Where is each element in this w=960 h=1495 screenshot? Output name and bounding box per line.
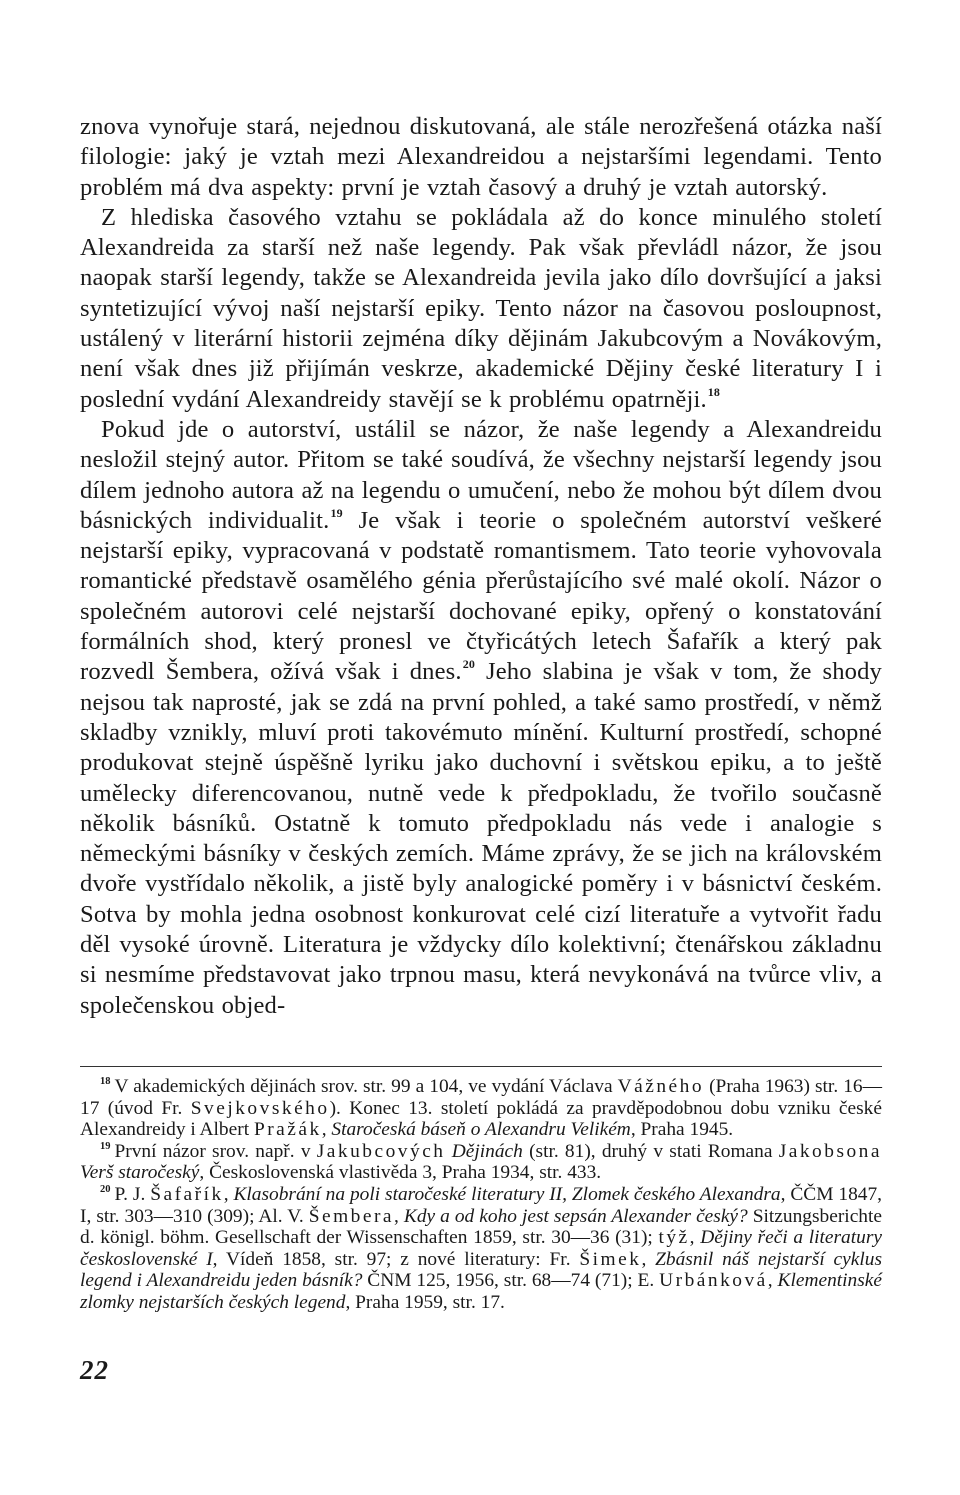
footnote-text: V akademických dějinách srov. str. 99 a 104, ve vydání Václava (114, 1076, 618, 1097)
footnote-number: 20 (100, 1183, 111, 1195)
footnote-text: , (223, 1183, 234, 1205)
footnote-text: První názor srov. např. v (114, 1140, 317, 1162)
footnote-text: (str. 81), druhý v stati Romana (522, 1140, 779, 1162)
footnote-text: ČNM 125, 1956, str. 68—74 (71); E. (362, 1270, 660, 1292)
footnote-ref-20[interactable]: 20 (462, 657, 476, 672)
paragraph-2 (80, 203, 882, 415)
author-name: Urbánková (659, 1270, 768, 1292)
footnote-text: , (689, 1227, 701, 1249)
paragraph-3 (80, 415, 882, 1021)
author-name: Šimek (579, 1248, 642, 1270)
footnote-text: , ČČM 1847, I, str. 303—310 (309); Al. V. (80, 1183, 882, 1227)
main-text (80, 112, 882, 1021)
footnote-text: , Československá vlastivěda 3, Praha 1934, str. 433. (199, 1162, 602, 1184)
footnote-text: ). Konec 13. století pokládá za pravděpodobnou dobu vzniku české Alexandreidy i Albert (80, 1097, 882, 1141)
footnote-ref-19[interactable]: 19 (330, 505, 343, 520)
work-title: Staročeská báseň o Alexandru Velikém (331, 1119, 631, 1141)
paragraph-3-text-c: Jeho slabina je však v tom, že shody nejsou tak naprosté, jak se zdá na první pohled, a také samo prostředí, v němž skladby vznikly, mluví proti takovémuto mínění. Kulturní prostředí, schopné produkovat stejně úspěšně lyriku jako duchovní i světskou epiku, a to ještě umělecky diferencovanou, nutně vede k předpokladu, že tvořilo současně několik básníků. Ostatně k tomuto předpokladu nás vede i analogie s německými básníky v českých zemích. Máme zprávy, že se jich na královském dvoře vystřídalo několik, a jistě byly analogické poměry i v básnictví českém. Sotva by mohla jedna osobnost konkurovat celé cizí literatuře a vytvořit řadu děl vysoké úrovně. Literatura je vždycky dílo kolektivní; čtenářskou základnu si nesmíme představovat jako trpnou masu, která nevykonává na tvůrce vliv, a společenskou objed- (80, 658, 882, 1019)
footnote-text: , (767, 1270, 778, 1292)
footnote-text: P. J. (114, 1183, 151, 1205)
work-title: Dějiny řeči a literatury československé I (80, 1227, 882, 1270)
footnotes (80, 1076, 882, 1314)
footnote-text: , (321, 1119, 332, 1141)
work-title: Verš staročeský (80, 1162, 200, 1184)
paragraph-1 (80, 112, 882, 203)
work-title: Zbásnil náš nejstarší cyklus legend i Alexandreidu jeden básník? (80, 1248, 882, 1292)
footnote-text: , Vídeň 1858, str. 97; z nové literatury: Fr. (212, 1248, 580, 1270)
paragraph-2-text: Z hlediska časového vztahu se pokládala až do konce minulého století Alexandreida za starší než naše legendy. Pak však převládl názor, že jsou naopak starší legendy, takže se Alexandreida jevila jako dílo dovršující a jaksi syntetizující vývoj naší nejstarší epiky. Tento názor na časovou posloupnost, ustálený v literární historii zejména díky dějinám Jakubcovým a Novákovým, není však dnes již přijímán veskrze, akademické Dějiny české literatury I i poslední vydání Alexandreidy stavějí se k problému opatrněji. (80, 203, 882, 413)
paragraph-3-text-a: Pokud jde o autorství, ustálil se názor, že naše legendy a Alexandreidu nesložil stejný autor. Přitom se také soudívá, že všechny nejstarší legendy jsou dílem jednoho autora až na legendu o umučení, nebo že mohou být dílem dvou básnických individualit. (80, 415, 882, 534)
footnote-number: 18 (100, 1076, 111, 1087)
author-name: týž (658, 1227, 690, 1249)
paragraph-1-text: znova vynořuje stará, nejednou diskutovaná, ale stále nerozřešená otázka naší filologie: jaký je vztah mezi Alexandreidou a nejstaršími legendami. Tento problém má dva aspekty: první je vztah časový a druhý je vztah autorský. (80, 113, 882, 201)
page-body (80, 112, 882, 1021)
author-name: Svejkovského (190, 1097, 330, 1119)
footnote-text: (Praha 1963) str. 16—17 (úvod Fr. (80, 1076, 882, 1119)
author-name: Jakubcových (316, 1140, 446, 1162)
author-name: Vážného (617, 1076, 705, 1097)
author-name: Šembera (308, 1205, 395, 1227)
footnote-ref-18[interactable]: 18 (707, 384, 721, 399)
paragraph-3-text-b: Je však i teorie o společném autorství veškeré nejstarší epiky, vypracovaná v podstatě romantismem. Tato teorie vyhovovala romantické představě osamělého génia přerůstajícího své malé okolí. Názor o společném autorovi celé nejstarší dochované epiky, opřený o konstatování formálních shod, který pronesl ve čtyřicátých letech Šafařík a který pak rozvedl Šembera, ožívá však i dnes. (80, 506, 882, 686)
author-name: Šafařík (150, 1183, 224, 1205)
footnote-separator (80, 1066, 882, 1067)
work-title: Dějinách (451, 1140, 523, 1162)
author-name: Pražák (253, 1119, 322, 1141)
footnote-20 (80, 1184, 882, 1314)
work-title: Klasobrání na poli staročeské literatury II, Zlomek českého Alexandra (233, 1183, 781, 1205)
page-number: 22 (80, 1355, 109, 1385)
footnote-text: , Praha 1959, str. 17. (345, 1291, 505, 1313)
footnote-19 (80, 1141, 882, 1184)
author-name: Jakobsona (778, 1140, 882, 1162)
footnote-18 (80, 1076, 882, 1141)
footnote-number: 19 (100, 1140, 111, 1152)
footnote-text: Sitzungsberichte d. königl. böhm. Gesellschaft der Wissenschaften 1859, str. 30—36 (31); (80, 1205, 882, 1249)
footnote-text: , (641, 1248, 656, 1270)
work-title: Kdy a od koho jest sepsán Alexander český? (403, 1205, 748, 1227)
footnote-text: , Praha 1945. (630, 1119, 734, 1141)
footnote-text: , (394, 1205, 404, 1227)
work-title: Klementinské zlomky nejstarších českých legend (80, 1270, 883, 1313)
